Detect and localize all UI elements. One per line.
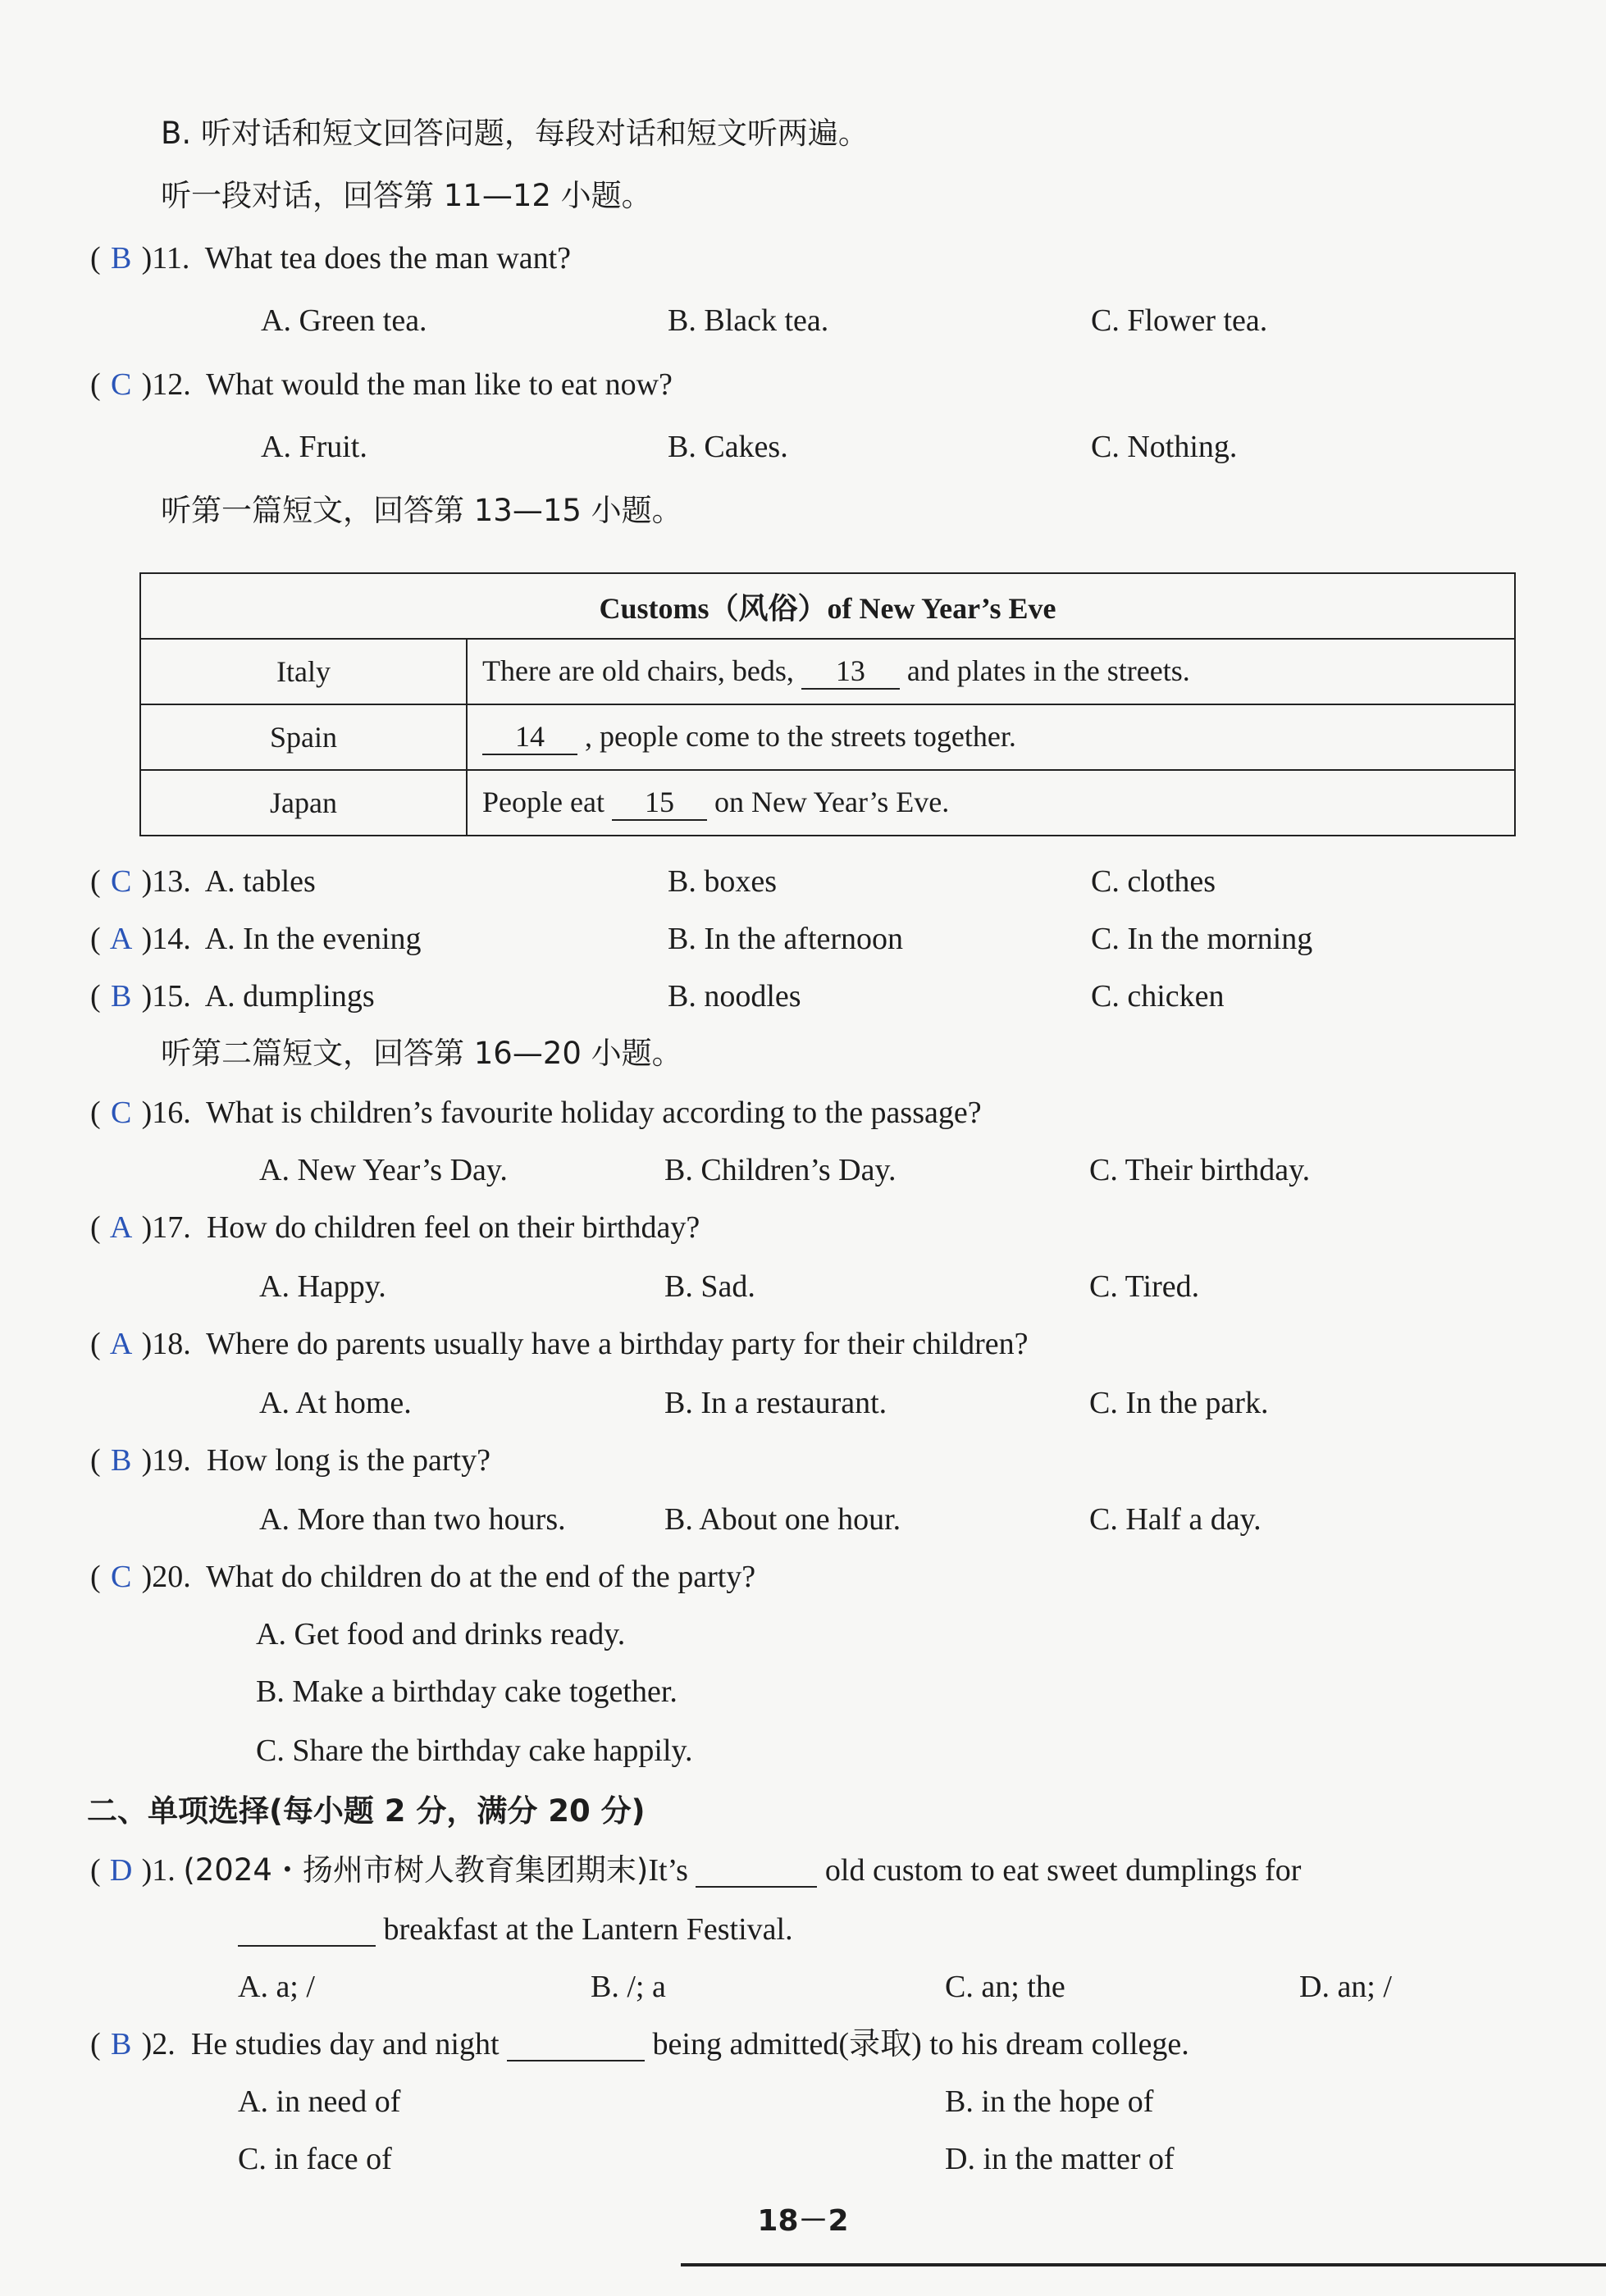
answer-18: A (109, 1327, 133, 1361)
option-a: A. Get food and drinks ready. (256, 1617, 626, 1651)
question-text: He studies day and night (190, 2027, 500, 2061)
option-a: A. dumplings (204, 979, 375, 1014)
blank-15: 15 (612, 785, 707, 821)
question-17: ( A )17. How do children feel on their birthday? (90, 1210, 700, 1245)
cell-text: , people come to the streets together. (585, 720, 1016, 753)
option-b: B. /; a (591, 1970, 666, 2004)
option-c: C. Their birthday. (1089, 1153, 1311, 1187)
answer-12: C (110, 367, 132, 402)
blank-13: 13 (801, 654, 900, 690)
option-c: C. Share the birthday cake happily. (256, 1733, 693, 1768)
answer-13: C (110, 864, 132, 899)
custom-cell (467, 704, 1515, 770)
answer-20: C (110, 1560, 132, 1594)
option-a: A. More than two hours. (259, 1502, 566, 1537)
question-number: )17. (141, 1210, 191, 1245)
question-number: )1. (141, 1853, 176, 1888)
option-a: A. New Year’s Day. (259, 1153, 508, 1187)
question-number: )12. (141, 367, 191, 402)
table-row (140, 639, 1515, 704)
blank-14: 14 (482, 719, 577, 755)
option-b: B. Cakes. (668, 430, 788, 464)
option-a: A. tables (204, 864, 316, 899)
option-b: B. Make a birthday cake together. (256, 1674, 678, 1709)
question-text: old custom to eat sweet dumplings for (824, 1853, 1302, 1888)
page-number: 18－2 (757, 2204, 849, 2238)
option-a: A. Happy. (259, 1269, 386, 1304)
answer-16: C (110, 1096, 132, 1130)
question-text: Where do parents usually have a birthday party for their children? (206, 1327, 1029, 1361)
section-2-heading: 二、单项选择(每小题 2 分，满分 20 分) (87, 1793, 646, 1829)
question-number: )13. (141, 864, 191, 899)
option-d: D. an; / (1299, 1970, 1392, 2004)
answer-15: B (110, 979, 132, 1014)
option-b: B. boxes (668, 864, 777, 899)
question-text: What would the man like to eat now? (206, 367, 673, 402)
question-text: How do children feel on their birthday? (206, 1210, 700, 1245)
dialogue-instruction: 听一段对话，回答第 11—12 小题。 (161, 178, 652, 213)
answer-2: B (110, 2027, 132, 2061)
question-15: ( B )15. A. dumplings (90, 979, 375, 1014)
blank (238, 1914, 376, 1947)
option-c: C. Tired. (1089, 1269, 1200, 1304)
question-number: )18. (141, 1327, 191, 1361)
question-11: ( B )11. What tea does the man want? (90, 241, 572, 276)
answer-11: B (110, 241, 132, 276)
blank (507, 2029, 645, 2061)
cell-text: on New Year’s Eve. (714, 786, 950, 818)
country-cell: Spain (140, 704, 467, 770)
country-cell: Japan (140, 770, 467, 836)
option-c: C. In the park. (1089, 1386, 1269, 1420)
option-b: B. Children’s Day. (664, 1153, 897, 1187)
option-b: B. In a restaurant. (664, 1386, 887, 1420)
question-13: ( C )13. A. tables (90, 864, 316, 899)
answer-1: D (109, 1853, 133, 1888)
answer-19: B (110, 1443, 132, 1478)
custom-cell (467, 639, 1515, 704)
question-text: It’s (648, 1853, 688, 1888)
passage-1-instruction: 听第一篇短文，回答第 13—15 小题。 (161, 493, 682, 528)
option-a: A. Green tea. (261, 303, 427, 338)
passage-2-instruction: 听第二篇短文，回答第 16—20 小题。 (161, 1036, 682, 1071)
option-c: C. Flower tea. (1091, 303, 1268, 338)
option-d: D. in the matter of (945, 2142, 1175, 2176)
question-number: )16. (141, 1096, 191, 1130)
answer-17: A (109, 1210, 133, 1245)
table-row (140, 770, 1515, 836)
question-number: )14. (141, 922, 191, 956)
question-19: ( B )19. How long is the party? (90, 1443, 490, 1478)
question-text: breakfast at the Lantern Festival. (383, 1912, 793, 1947)
customs-table (139, 572, 1516, 836)
option-c: C. Nothing. (1091, 430, 1238, 464)
question-text: being admitted(录取) to his dream college. (652, 2027, 1189, 2061)
table-row (140, 704, 1515, 770)
option-c: C. in face of (238, 2142, 392, 2176)
question-number: )11. (141, 241, 190, 276)
question-16: ( C )16. What is children’s favourite holiday according to the passage? (90, 1096, 982, 1130)
answer-14: A (109, 922, 133, 956)
country-cell: Italy (140, 639, 467, 704)
question-18: ( A )18. Where do parents usually have a birthday party for their children? (90, 1327, 1029, 1361)
cell-text: and plates in the streets. (906, 654, 1190, 687)
option-b: B. In the afternoon (668, 922, 904, 956)
option-c: C. In the morning (1091, 922, 1313, 956)
option-c: C. Half a day. (1089, 1502, 1262, 1537)
option-a: A. In the evening (204, 922, 422, 956)
option-b: B. Sad. (664, 1269, 755, 1304)
cell-text: People eat (482, 786, 605, 818)
question-number: )20. (141, 1560, 191, 1594)
section-b-instruction: B. 听对话和短文回答问题，每段对话和短文听两遍。 (161, 116, 869, 151)
page-bottom-rule (681, 2263, 1606, 2266)
option-c: C. chicken (1091, 979, 1225, 1014)
option-a: A. At home. (259, 1386, 412, 1420)
blank (696, 1855, 817, 1888)
question-text: What do children do at the end of the party? (206, 1560, 756, 1594)
option-b: B. noodles (668, 979, 801, 1014)
option-a: A. in need of (238, 2084, 401, 2119)
option-b: B. in the hope of (945, 2084, 1154, 2119)
cell-text: There are old chairs, beds, (482, 654, 794, 687)
question-text: What is children’s favourite holiday according to the passage? (206, 1096, 982, 1130)
question-12: ( C )12. What would the man like to eat now? (90, 367, 673, 402)
question-number: )19. (141, 1443, 191, 1478)
custom-cell (467, 770, 1515, 836)
option-c: C. clothes (1091, 864, 1216, 899)
question-number: )2. (141, 2027, 176, 2061)
option-c: C. an; the (945, 1970, 1065, 2004)
option-b: B. Black tea. (668, 303, 829, 338)
question-14: ( A )14. A. In the evening (90, 922, 422, 956)
option-a: A. a; / (238, 1970, 315, 2004)
option-a: A. Fruit. (261, 430, 367, 464)
option-b: B. About one hour. (664, 1502, 901, 1537)
table-title: Customs（风俗）of New Year’s Eve (140, 573, 1515, 639)
mc-question-1-continued (238, 1914, 793, 1947)
question-text: How long is the party? (206, 1443, 490, 1478)
mc-question-2: ( B )2. He studies day and night being admitted(录取) to his dream college. (90, 2027, 1189, 2061)
question-source: (2024・扬州市树人教育集团期末) (183, 1852, 649, 1888)
mc-question-1: ( D )1. (2024・扬州市树人教育集团期末)It’s old custom to eat sweet dumplings for (90, 1852, 1302, 1888)
question-20: ( C )20. What do children do at the end of the party? (90, 1560, 756, 1594)
question-number: )15. (141, 979, 191, 1014)
question-text: What tea does the man want? (204, 241, 572, 276)
